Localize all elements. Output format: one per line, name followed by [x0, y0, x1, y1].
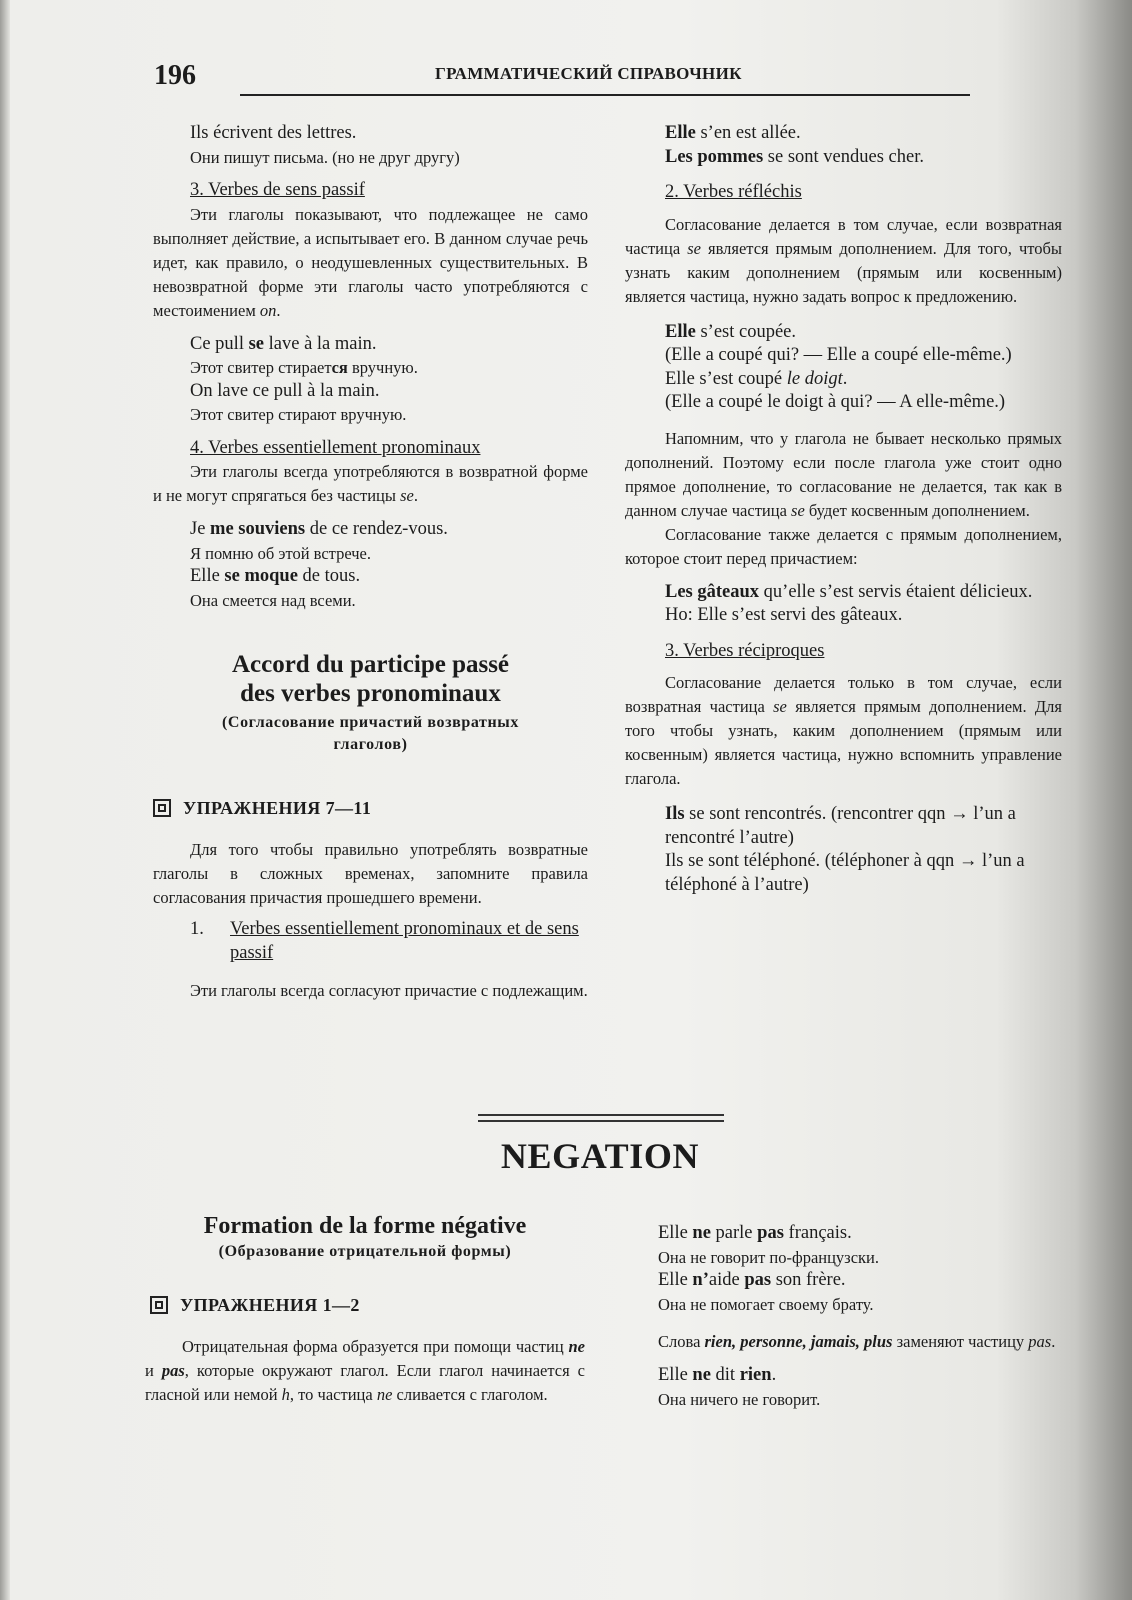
exercise-box-icon: [153, 799, 171, 817]
text: dit: [710, 1365, 740, 1385]
text: .: [1051, 1332, 1056, 1351]
text: h: [281, 1385, 290, 1404]
text: de ce rendez-vous.: [305, 519, 448, 539]
example-line: [665, 368, 1062, 392]
example-line: Она не помогает своему брату.: [658, 1294, 874, 1314]
left-column: [153, 122, 588, 1003]
example-block: [618, 1364, 1058, 1411]
paragraph: Согласование также делается с прямым дополнением, которое стоит перед причастием:: [625, 524, 1062, 568]
item-title: Verbes essentiellement pronominaux et de sens passif: [230, 919, 579, 963]
text: заменяют частицу: [892, 1332, 1029, 1351]
example-line: [190, 356, 588, 380]
page-number: 196: [154, 60, 196, 91]
example-line: Я помню об этой встрече.: [190, 543, 372, 563]
text: Слова: [658, 1332, 705, 1351]
example-line: Ils se sont téléphoné. (téléphoner à qqn → l’un a téléphoné à l’autre): [665, 851, 1025, 895]
example-line: Но: Elle s’est servi des gâteaux.: [665, 605, 903, 625]
negation-right-column: [618, 1222, 1058, 1411]
example-line: Они пишут письма. (но не друг другу): [190, 147, 460, 167]
example-line: [658, 1269, 1058, 1293]
example-block: [625, 122, 1062, 169]
text: является прямым дополнением. Для того чтобы узнать, каким дополнением (прямым или косвенным) является частица, нужно вспомнить управление глагола.: [625, 697, 1062, 788]
text: Les pommes: [665, 146, 764, 167]
text: lave à la main.: [264, 333, 377, 354]
text: parle: [710, 1223, 758, 1243]
text: ne: [692, 1365, 711, 1385]
text: n’: [692, 1270, 709, 1290]
text: , то частица: [289, 1385, 377, 1404]
text: .: [771, 1365, 777, 1385]
text: on: [259, 300, 277, 320]
text: rien: [739, 1365, 772, 1385]
example-line: (Elle a coupé le doigt à qui? — A elle-même.): [665, 392, 1006, 412]
subsection-title-text: 4. Verbes essentiellement pronominaux: [190, 437, 481, 458]
text: Ils: [665, 804, 685, 824]
text: pas: [744, 1270, 772, 1290]
section-subtitle: (Образование отрицательной формы): [218, 1243, 512, 1260]
subsection-title: [153, 437, 588, 461]
paragraph: [153, 203, 588, 323]
text: s’est coupée.: [695, 321, 797, 342]
text: ne: [376, 1385, 393, 1404]
paragraph: Эти глаголы всегда согласуют причастие с подлежащим.: [190, 981, 588, 1000]
example-line: [190, 333, 588, 357]
example-block: [153, 333, 588, 427]
text: сливается с глаголом.: [392, 1385, 548, 1404]
example-line: Этот свитер стирают вручную.: [190, 405, 407, 424]
example-line: [665, 803, 1062, 850]
example-line: Ils écrivent des lettres.: [190, 123, 357, 143]
page-shadow-left: [0, 0, 10, 1600]
text: se: [248, 333, 265, 354]
text: se: [773, 697, 787, 716]
subsection-title-text: 2. Verbes réfléchis: [665, 182, 802, 202]
section-heading: [153, 650, 588, 756]
example-block: [625, 581, 1062, 628]
text: Эти глаголы всегда употребляются в возвратной форме и не могут спрягаться без частицы: [153, 462, 588, 505]
example-line: Она смеется над всеми.: [190, 590, 356, 610]
exercise-box-icon: [150, 1296, 168, 1314]
section-title: Formation de la forme négative: [203, 1213, 527, 1239]
text: Напомним, что у глагола не бывает несколько прямых дополнений. Поэтому если после глагола уже стоит одно прямое дополнение, то согласование не делается, так как в данном случае частица: [625, 428, 1062, 520]
paragraph: [625, 213, 1062, 309]
text: de tous.: [297, 566, 361, 586]
text: Ce pull: [190, 333, 249, 354]
subsection-title: [153, 179, 588, 203]
example-block: [625, 321, 1062, 415]
text: se sont vendues cher.: [763, 146, 924, 167]
text: .: [842, 368, 848, 389]
text: и: [145, 1361, 162, 1380]
text: будет косвенным дополнением.: [804, 500, 1030, 520]
section-subtitle: глаголов): [333, 736, 408, 753]
text: .: [413, 486, 418, 505]
example-block: [153, 122, 588, 169]
exercises-heading-text: УПРАЖНЕНИЯ 1—2: [180, 1295, 360, 1315]
text: pas: [161, 1361, 185, 1380]
text: Отрицательная форма образуется при помощи частиц: [182, 1337, 569, 1356]
text: se: [791, 500, 805, 520]
paragraph: [145, 1335, 585, 1407]
text: se moque: [224, 566, 298, 586]
subsection-title-text: 3. Verbes réciproques: [665, 640, 825, 661]
subsection-title-text: 3. Verbes de sens passif: [190, 180, 365, 200]
section-title: des verbes pronominaux: [240, 680, 501, 707]
text: son frère.: [771, 1270, 846, 1290]
numbered-item: [153, 918, 588, 965]
example-line: Она ничего не говорит.: [658, 1389, 821, 1409]
text: se sont rencontrés. (rencontrer qqn → l’un a rencontré l’autre): [665, 804, 1016, 848]
text: Согласование делается только в том случае, если возвратная частица: [625, 673, 1062, 716]
text: Elle: [658, 1365, 693, 1385]
text: Elle: [658, 1223, 693, 1243]
example-line: [665, 122, 1062, 146]
section-title: Accord du participe passé: [231, 651, 510, 678]
subsection-title: [625, 640, 1062, 664]
text: Elle: [190, 566, 225, 586]
text: , которые окружают глагол. Если глагол начинается с гласной или немой: [145, 1361, 585, 1404]
text: Les gâteaux: [665, 581, 760, 602]
text: Elle: [665, 321, 696, 342]
text: se: [687, 238, 701, 258]
text: .: [276, 300, 281, 320]
header-rule: [240, 94, 970, 96]
example-block: [153, 518, 588, 612]
text: ne: [692, 1223, 711, 1243]
text: aide: [708, 1270, 745, 1290]
example-line: Она не говорит по-французски.: [658, 1247, 879, 1267]
text: Je: [190, 519, 211, 539]
text: pas: [757, 1223, 784, 1243]
example-block: [625, 803, 1062, 897]
paragraph: [625, 671, 1062, 791]
text: Согласование делается в том случае, если возвратная частица: [625, 214, 1062, 258]
page-header: [150, 58, 970, 98]
paragraph: [618, 1330, 1058, 1354]
example-line: [658, 1222, 1058, 1246]
example-line: (Elle a coupé qui? — Elle a coupé elle-même.): [665, 345, 1012, 365]
example-line: On lave ce pull à la main.: [190, 380, 380, 401]
example-line: [190, 518, 588, 542]
chapter-title: NEGATION: [500, 1136, 700, 1176]
running-title: ГРАММАТИЧЕСКИЙ СПРАВОЧНИК: [435, 64, 742, 83]
example-line: [665, 581, 1062, 605]
section-subtitle: (Согласование причастий возвратных: [221, 714, 519, 731]
section-double-rule-top: [478, 1114, 724, 1116]
text: Elle s’est coupé: [665, 368, 787, 389]
paragraph: Для того чтобы правильно употреблять возвратные глаголы в сложных временах, запомните правила согласования причастия прошедшего времени.: [153, 840, 588, 907]
text: ne: [568, 1337, 585, 1356]
text: le doigt: [786, 368, 843, 389]
section-double-rule-bottom: [478, 1120, 724, 1122]
text: Эти глаголы показывают, что подлежащее не само выполняет действие, а испытывает его. В данном случае речь идет, как правило, о неодушевленных существительных. В невозвратной форме эти глаголы часто употребляются с местоимением: [153, 204, 588, 320]
text: se: [400, 486, 414, 505]
text: ся: [331, 358, 348, 377]
exercises-heading: [145, 1293, 585, 1317]
text: Этот свитер стирает: [190, 358, 332, 377]
text: является прямым дополнением. Для того, чтобы узнать каким дополнением (прямым или косвенным) является частица, нужно задать вопрос к предложению.: [625, 238, 1062, 306]
text: français.: [783, 1223, 852, 1243]
example-block: [618, 1222, 1058, 1316]
subsection-title: [625, 181, 1062, 205]
example-line: [665, 146, 1062, 170]
example-line: [190, 565, 588, 589]
text: pas: [1028, 1332, 1052, 1351]
text: Elle: [658, 1270, 693, 1290]
text: qu’elle s’est servis étaient délicieux.: [759, 581, 1033, 602]
text: me souviens: [210, 519, 306, 539]
text: Elle: [665, 123, 696, 143]
paragraph: [153, 460, 588, 508]
right-column: [625, 122, 1062, 897]
exercises-heading: [153, 796, 588, 820]
text: rien, personne, jamais, plus: [704, 1332, 893, 1351]
text: s’en est allée.: [695, 123, 801, 143]
exercises-heading-text: УПРАЖНЕНИЯ 7—11: [183, 798, 372, 818]
item-number: 1.: [190, 919, 204, 939]
text: вручную.: [347, 358, 418, 377]
negation-left-column: [145, 1212, 585, 1407]
example-line: [665, 321, 1062, 345]
example-line: [658, 1364, 1058, 1388]
paragraph: [625, 427, 1062, 523]
